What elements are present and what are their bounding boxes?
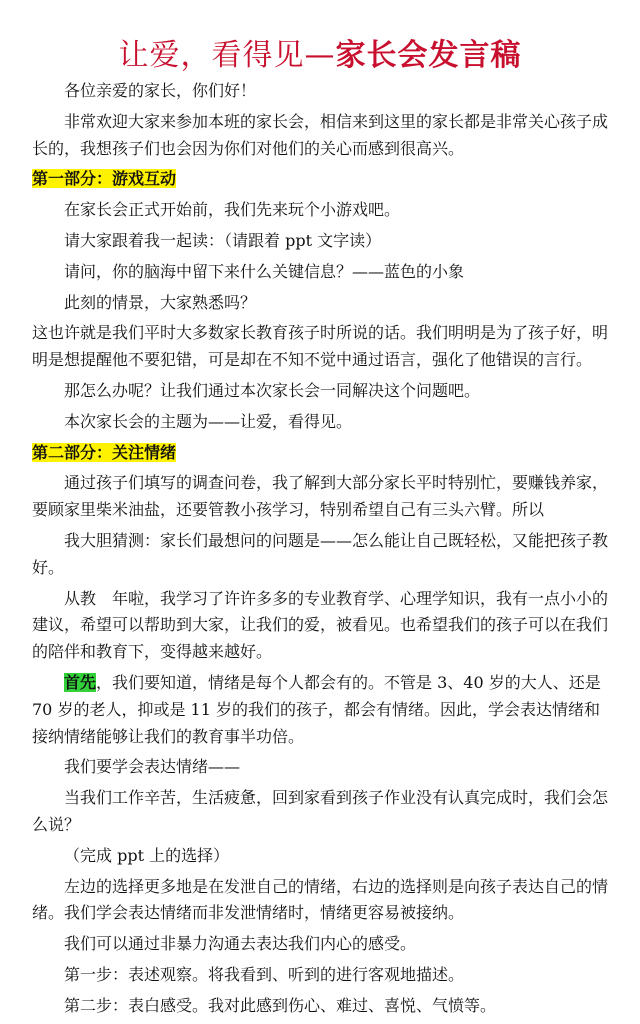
paragraph: 从教 年啦，我学习了许许多多的专业教育学、心理学知识，我有一点小小的建议，希望可以帮助到大家，让我们的爱，被看见。也希望我们的孩子可以在我们的陪伴和教育下，变得越来越好。 xyxy=(32,588,609,662)
title-part-1: 让爱，看得见— xyxy=(118,38,336,73)
section-2-label: 第二部分：关注情绪 xyxy=(32,442,177,462)
section-heading-1 xyxy=(32,166,614,193)
paragraph-first-text: ，我们要知道，情绪是每个人都会有的。不管是 3、40 岁的大人、还是 70 岁的老人，抑或是 11 岁的我们的孩子，都会有情绪。因此，学会表达情绪和接纳情绪能够让我们的教育事半功倍。 xyxy=(32,672,601,746)
paragraph: 请问，你的脑海中留下来什么关键信息？——蓝色的小象 xyxy=(64,261,465,281)
section-heading-2 xyxy=(32,440,614,467)
paragraph: 第一步：表述观察。将我看到、听到的进行客观地描述。 xyxy=(64,964,465,984)
paragraph: 请大家跟着我一起读：（请跟着 ppt 文字读） xyxy=(64,230,382,250)
paragraph: 本次家长会的主题为——让爱，看得见。 xyxy=(64,411,353,431)
paragraph: 我们可以通过非暴力沟通去表达我们内心的感受。 xyxy=(64,934,417,954)
paragraph: （完成 ppt 上的选择） xyxy=(64,845,230,865)
paragraph: 通过孩子们填写的调查问卷，我了解到大部分家长平时特别忙，要赚钱养家，要顾家里柴米油盐，还要管教小孩学习，特别希望自己有三头六臂。所以 xyxy=(32,473,609,520)
highlight-first: 首先 xyxy=(64,672,97,692)
document-title xyxy=(0,30,640,74)
section-1-label: 第一部分：游戏互动 xyxy=(32,169,177,189)
document-body xyxy=(32,78,614,1024)
paragraph: 在家长会正式开始前，我们先来玩个小游戏吧。 xyxy=(64,200,401,220)
title-part-2: 家长会发言稿 xyxy=(335,38,522,73)
paragraph: 此刻的情景，大家熟悉吗？ xyxy=(64,292,257,312)
paragraph: 那怎么办呢？让我们通过本次家长会一同解决这个问题吧。 xyxy=(64,380,481,400)
paragraph: 第二步：表白感受。我对此感到伤心、难过、喜悦、气愤等。 xyxy=(64,995,497,1015)
paragraph: 我大胆猜测：家长们最想问的问题是——怎么能让自己既轻松，又能把孩子教好。 xyxy=(32,530,609,577)
greeting: 各位亲爱的家长，你们好！ xyxy=(64,81,257,100)
paragraph: 这也许就是我们平时大多数家长教育孩子时所说的话。我们明明是为了孩子好，明明是想提醒他不要犯错，可是却在不知不觉中通过语言，强化了他错误的言行。 xyxy=(32,323,609,370)
paragraph: 非常欢迎大家来参加本班的家长会，相信来到这里的家长都是非常关心孩子成长的，我想孩子们也会因为你们对他们的关心而感到很高兴。 xyxy=(32,111,609,158)
paragraph-first xyxy=(32,670,614,750)
paragraph: 我们要学会表达情绪—— xyxy=(64,757,241,777)
paragraph: 左边的选择更多地是在发泄自己的情绪，右边的选择则是向孩子表达自己的情绪。我们学会表达情绪而非发泄情绪时，情绪更容易被接纳。 xyxy=(32,876,609,923)
paragraph: 当我们工作辛苦，生活疲惫，回到家看到孩子作业没有认真完成时，我们会怎么说？ xyxy=(32,788,609,834)
